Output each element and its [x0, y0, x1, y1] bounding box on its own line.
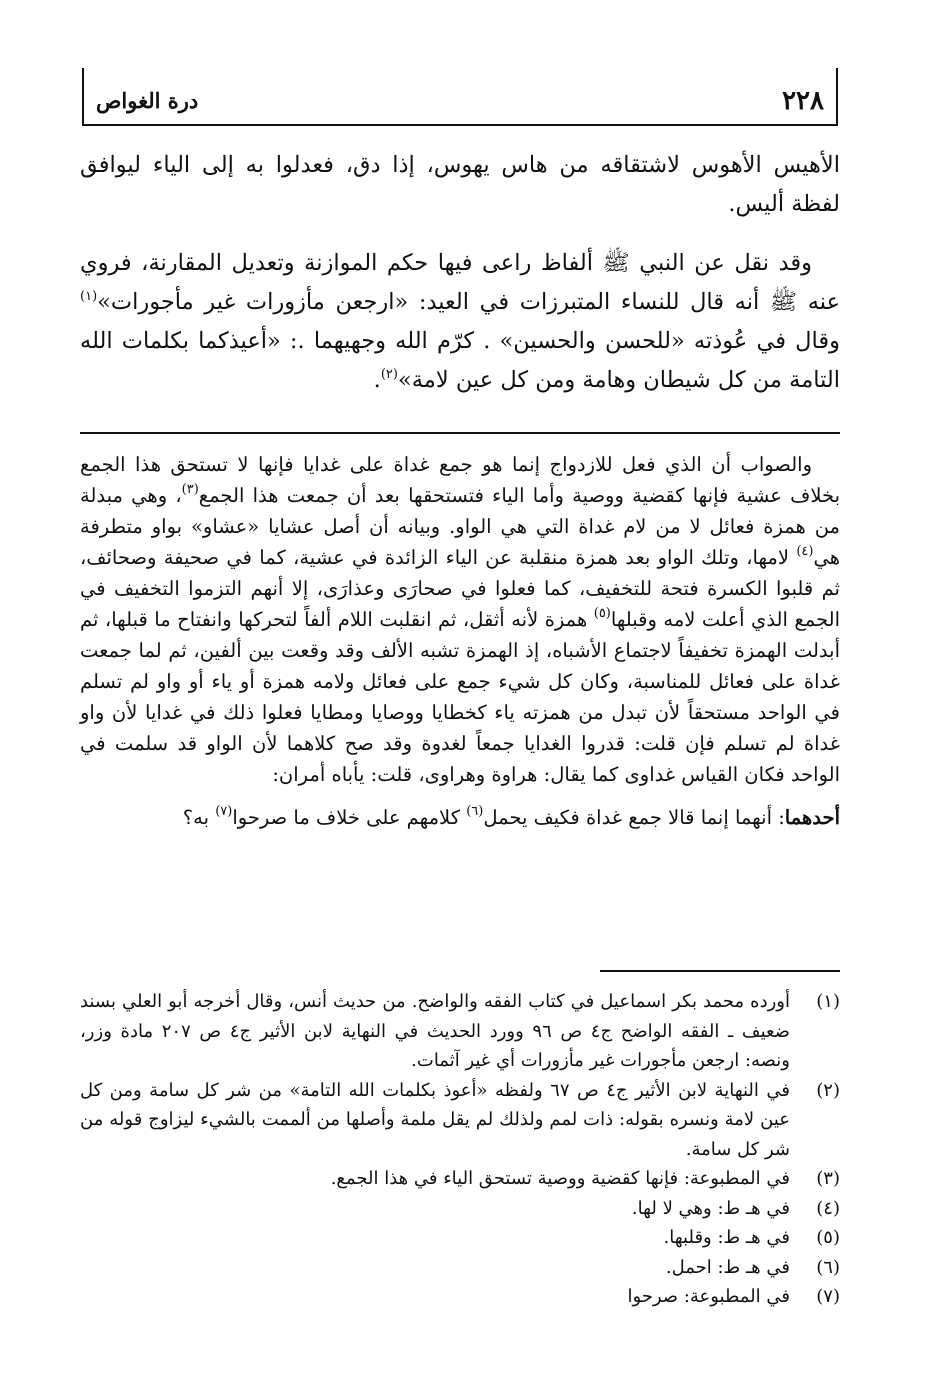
- running-title: درة الغواص: [96, 88, 199, 113]
- footnote-number: (٥): [816, 1227, 840, 1248]
- main-paragraph-2: [80, 244, 840, 400]
- footnotes: [80, 987, 840, 1312]
- footnote-item: [80, 1253, 840, 1283]
- footnote-number: (١): [816, 991, 840, 1012]
- main-paragraph-2-part-2: وقال في عُوذته «للحسن والحسين» . كرّم الله وجهيهما .: «أعيذكما بكلمات الله التامة من كل شيطان وهامة ومن كل عين لامة»: [80, 328, 840, 393]
- footnote-item: [80, 1223, 840, 1253]
- commentary-segment-c: لامها، وتلك الواو بعد همزة منقلبة عن الياء الزائدة في عشية، كما في صحيفة وصحائف، ثم قلبوا الكسرة فتحة للتخفيف، كما فعلوا في صحارَى وعذارَى، إلا أنهم التزموا التخفيف في الجمع الذي أعلت لامه وقبلها: [80, 546, 841, 631]
- main-text-divider: [80, 432, 840, 434]
- footnote-number: (٧): [816, 1286, 840, 1307]
- footnote-item: [80, 1076, 840, 1165]
- footnote-item: [80, 987, 840, 1076]
- footnote-item: [80, 1282, 840, 1312]
- page-header: [82, 68, 838, 126]
- footnote-item: [80, 1164, 840, 1194]
- footnote-ref-6: (٦): [466, 804, 484, 819]
- footnote-text: في هـ ط: وقلبها.: [663, 1227, 790, 1248]
- main-paragraph-1: الأهيس الأهوس لاشتقاقه من هاس يهوس، إذا دق، فعدلوا به إلى الياء ليوافق لفظة أليس.: [80, 152, 840, 217]
- page-number: ٢٢٨: [782, 86, 824, 116]
- footnote-number: (٢): [816, 1079, 840, 1101]
- footnote-text: أورده محمد بكر اسماعيل في كتاب الفقه والواضح. من حديث أنس، وقال أخرجه أبو العلي بسند ضعيف ـ الفقه الواضح ج٤ ص ٩٦ وورد الحديث في النهاية لابن الأثير ج٤ ص ٢٠٧ مادة وزر، ونصه: ارجعن مأجورات غير مأزورات أي غير آثمات.: [80, 991, 791, 1071]
- point-text-c: به؟: [182, 806, 216, 829]
- footnote-text: في النهاية لابن الأثير ج٤ ص ٦٧ ولفظه «أعوذ بكلمات الله التامة» من شر كل سامة ومن كل عين لامة ونسره بقوله: ذات لمم ولذلك لم يقل ملمة وأصلها من ألممت بالشيء ليزاوج قوله من شر كل سامة.: [80, 1079, 790, 1160]
- footnote-number: (٤): [816, 1197, 840, 1219]
- footnote-ref-4: (٤): [796, 544, 814, 559]
- main-text: [80, 146, 840, 400]
- commentary-segment-a: والصواب أن الذي فعل للازدواج إنما هو جمع غداة على غدايا فإنها لا تستحق هذا الجمع بخلاف عشية فإنها كقضية ووصية وأما الياء فتستحقها بعد أن جمعت هذا الجمع: [80, 453, 840, 507]
- point-text-a: : أنهما إنما قالا جمع غداة فكيف يحمل: [483, 806, 785, 829]
- footnote-item: [80, 1194, 840, 1224]
- commentary-paragraph: [80, 449, 840, 790]
- main-paragraph-2-end: .: [373, 367, 381, 393]
- footnote-number: (٣): [816, 1168, 840, 1189]
- footnote-text: في المطبوعة: فإنها كقضية ووصية تستحق الياء في هذا الجمع.: [330, 1168, 790, 1189]
- point-label: أحدهما: [784, 806, 840, 829]
- footnote-ref-1: (١): [80, 289, 98, 304]
- footnotes-divider: [600, 970, 840, 972]
- footnote-text: في هـ ط: احمل.: [665, 1256, 790, 1278]
- footnote-ref-5: (٥): [593, 606, 611, 621]
- commentary: [80, 449, 840, 833]
- point-text-b: كلامهم على خلاف ما صرحوا: [232, 806, 467, 829]
- footnote-text: في هـ ط: وهي لا لها.: [631, 1197, 790, 1219]
- commentary-point-one: [80, 802, 840, 833]
- footnote-ref-2: (٢): [380, 367, 398, 382]
- commentary-segment-b: ، وهي مبدلة من همزة فعائل لا من لام غداة التي هي الواو. وبيانه أن أصل عشايا «عشاو» بواو متطرفة هي: [80, 484, 840, 569]
- footnote-ref-3: (٣): [181, 482, 199, 497]
- commentary-segment-d: همزة لأنه أثقل، ثم انقلبت اللام ألفاً لتحركها وانفتاح ما قبلها، ثم أبدلت الهمزة تخفيفاً لاجتماع الأشباه، إذ الهمزة تشبه الألف وقد وقعت بين ألفين، ثم لما جمعت غداة على فعائل للمناسبة، وكان كل شيء جمع على فعائل ولامه همزة أو ياء أو واو لم تسلم في الواحد مستحقاً لأن تبدل من همزته ياء كخطايا ووصايا ومطايا فعلوا ذلك في غدايا لأن واو غداة لم تسلم فإن قلت: قدروا الغدايا جمعاً لغدوة وقد صح كلاهما لأن الواو قد سلمت في الواحد فكان القياس غداوى كما يقال: هراوة وهراوى، قلت: يأباه أمران:: [80, 608, 840, 786]
- footnote-text: في المطبوعة: صرحوا: [627, 1286, 790, 1307]
- main-paragraph-2-part-1: وقد نقل عن النبي ﷺ ألفاظ راعى فيها حكم الموازنة وتعديل المقارنة، فروي عنه ﷺ أنه قال للنساء المتبرزات في العيد: «ارجعن مأزورات غير مأجورات»: [80, 250, 840, 315]
- footnote-number: (٦): [816, 1256, 840, 1278]
- footnote-ref-7: (٧): [215, 804, 233, 819]
